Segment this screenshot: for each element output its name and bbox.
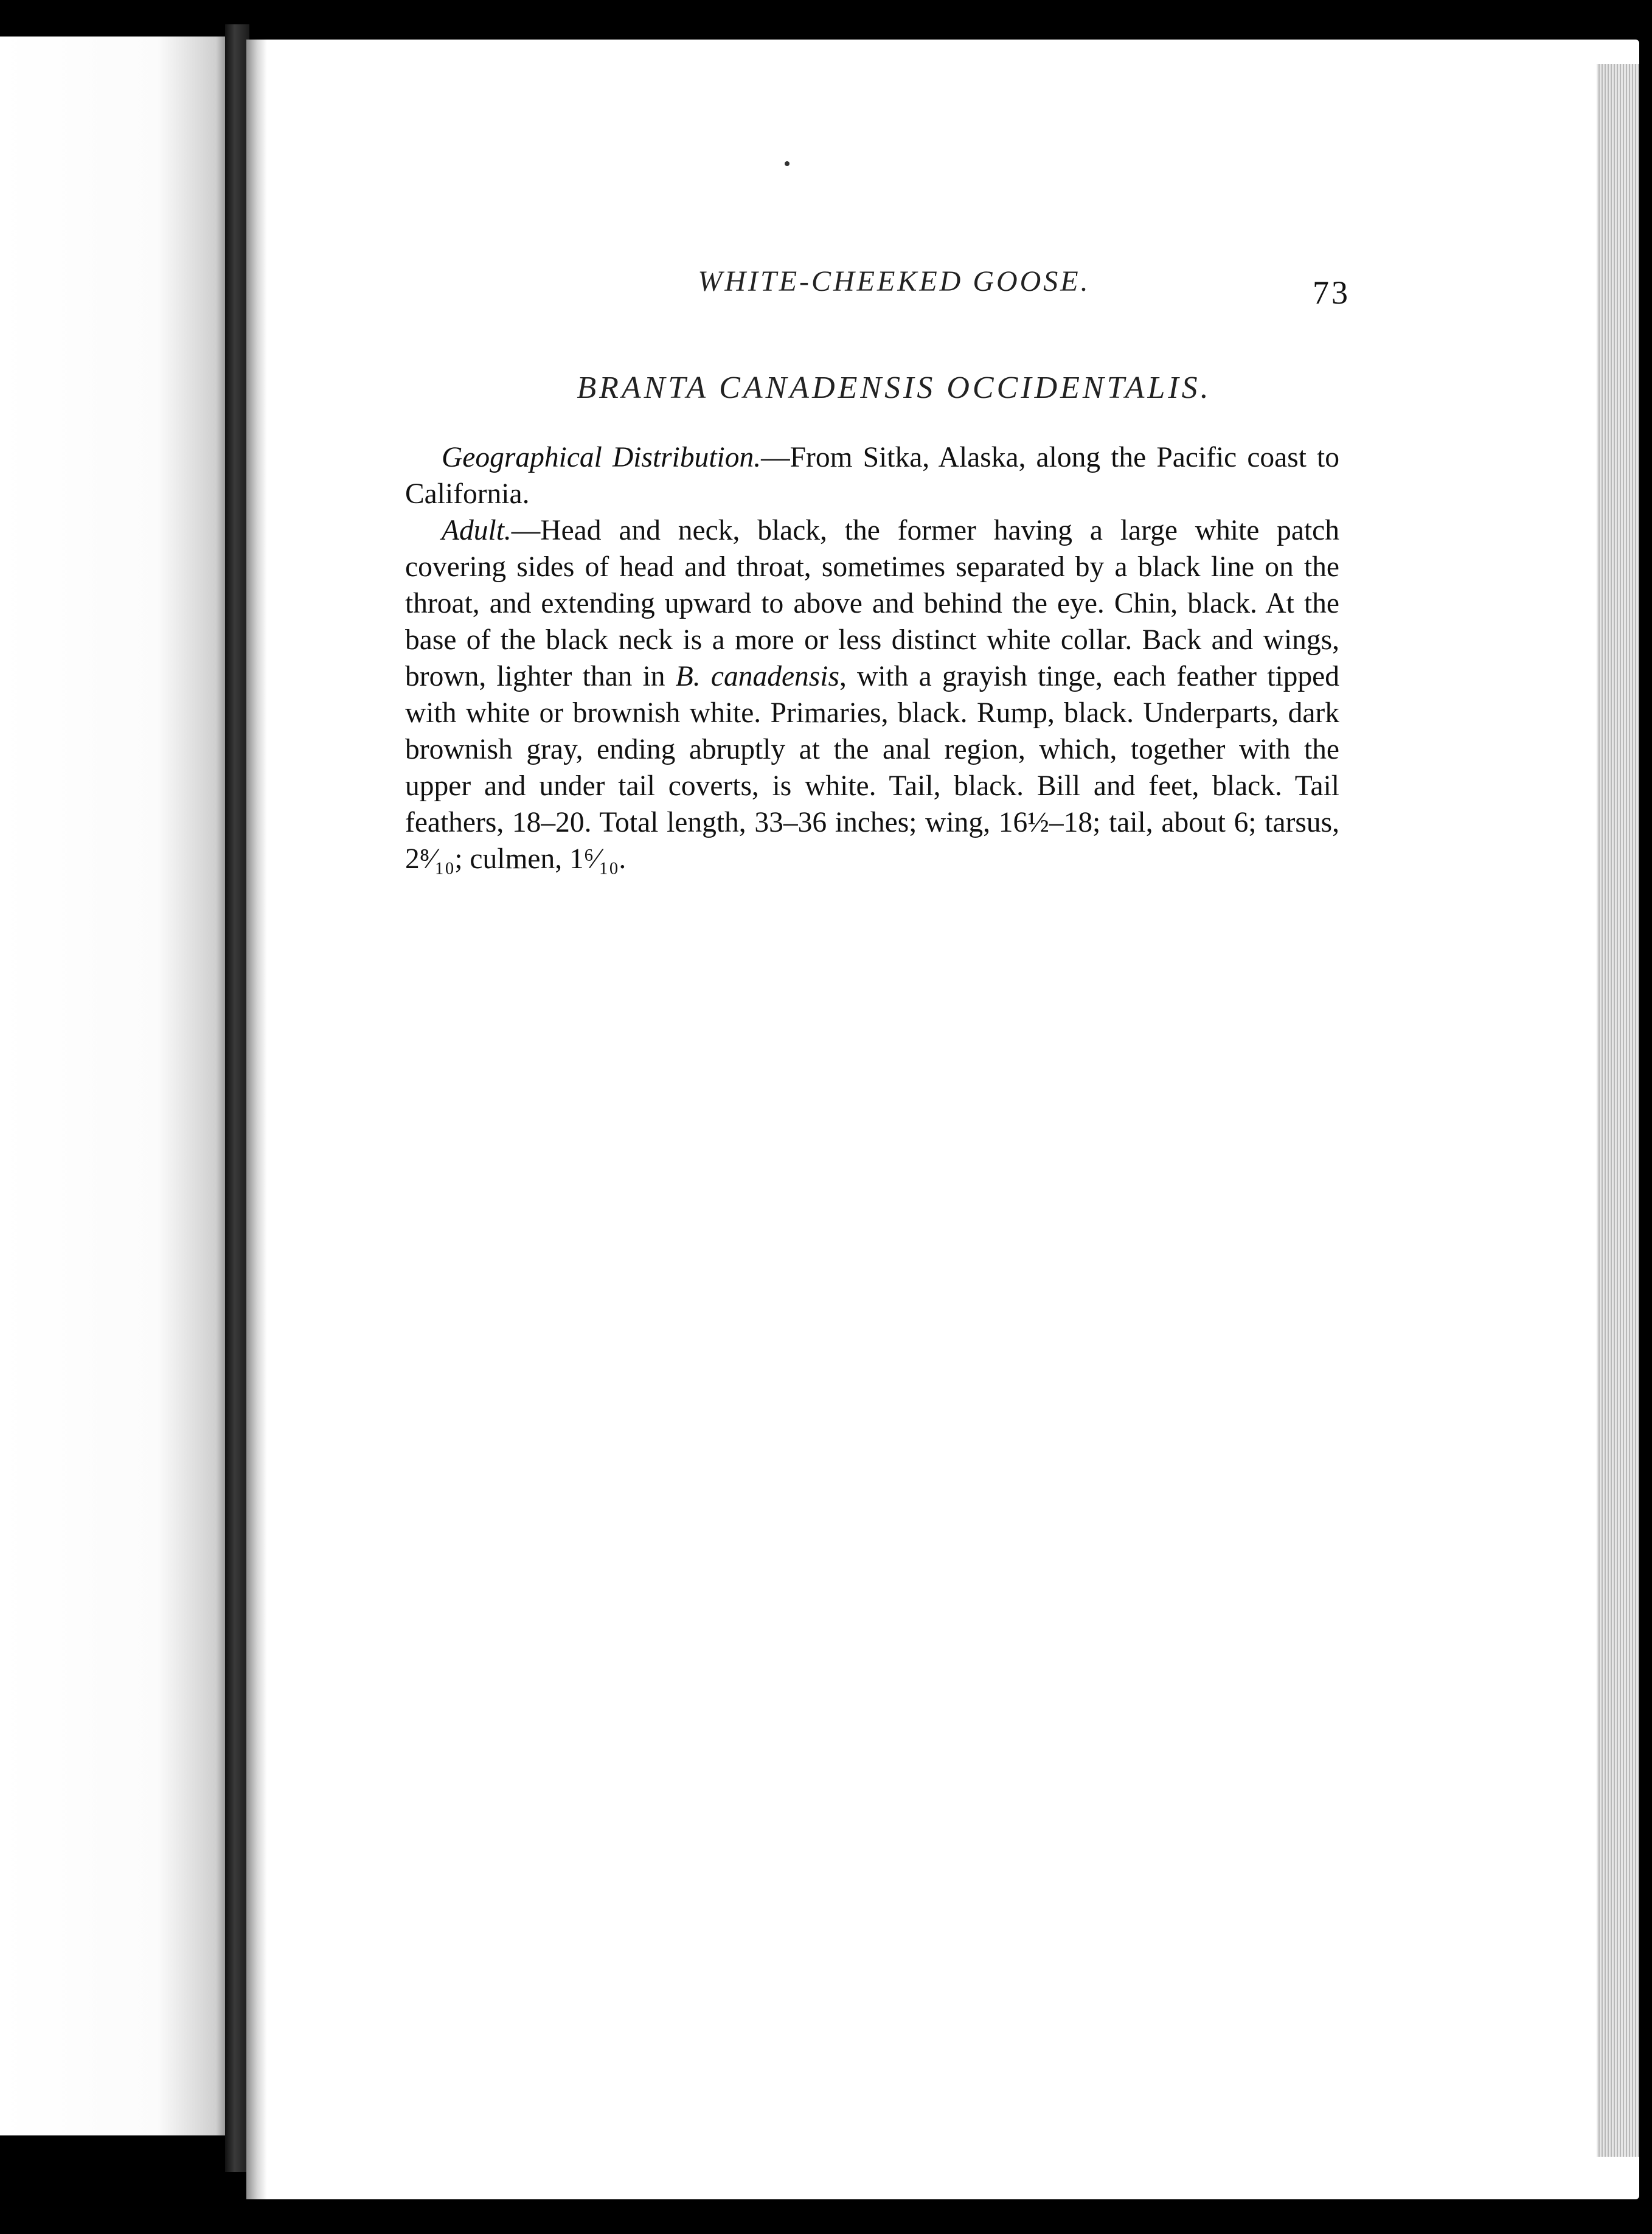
adult-text-2: , with a grayish tinge, each feather tipped with white or brownish white. Primaries, black. Rump, black. Underparts, dark brownish gray, ending abruptly at the anal region, which, together with the upper and under tail coverts, is white. Tail, black. Bill and feet, black. Tail feathers, 18–20. Total length, 33–36 inches; wing, 16½–18; tail, about 6; tarsus, 2⁸⁄₁₀; culmen, 1⁶⁄₁₀. <box>405 661 1339 875</box>
page-curl-shadow <box>246 40 267 2199</box>
adult-paragraph <box>405 512 1339 877</box>
page-edges <box>1597 64 1639 2157</box>
right-page <box>246 40 1639 2199</box>
geographical-distribution-text: —From Sitka, Alaska, along the Pacific coast to California. <box>405 442 1340 510</box>
species-title: BRANTA CANADENSIS OCCIDENTALIS. <box>577 371 1212 405</box>
adult-label: Adult. <box>442 515 512 546</box>
book-gutter <box>225 24 249 2172</box>
running-head: WHITE-CHEEKED GOOSE. <box>698 265 1091 298</box>
species-reference: B. canadensis <box>675 661 839 692</box>
species-description <box>405 439 1339 877</box>
page-number: 73 <box>1313 274 1350 311</box>
speck <box>785 161 790 166</box>
geographical-distribution-paragraph <box>405 439 1339 512</box>
left-page <box>0 37 225 2135</box>
geographical-distribution-label: Geographical Distribution. <box>442 442 762 473</box>
adult-text-1: —Head and neck, black, the former having a large white patch covering sides of head and throat, sometimes separated by a black line on the throat, and extending upward to above and behind the eye. Chin, black. At the base of the black neck is a more or less distinct white collar. Back and wings, brown, lighter than in <box>405 515 1339 692</box>
